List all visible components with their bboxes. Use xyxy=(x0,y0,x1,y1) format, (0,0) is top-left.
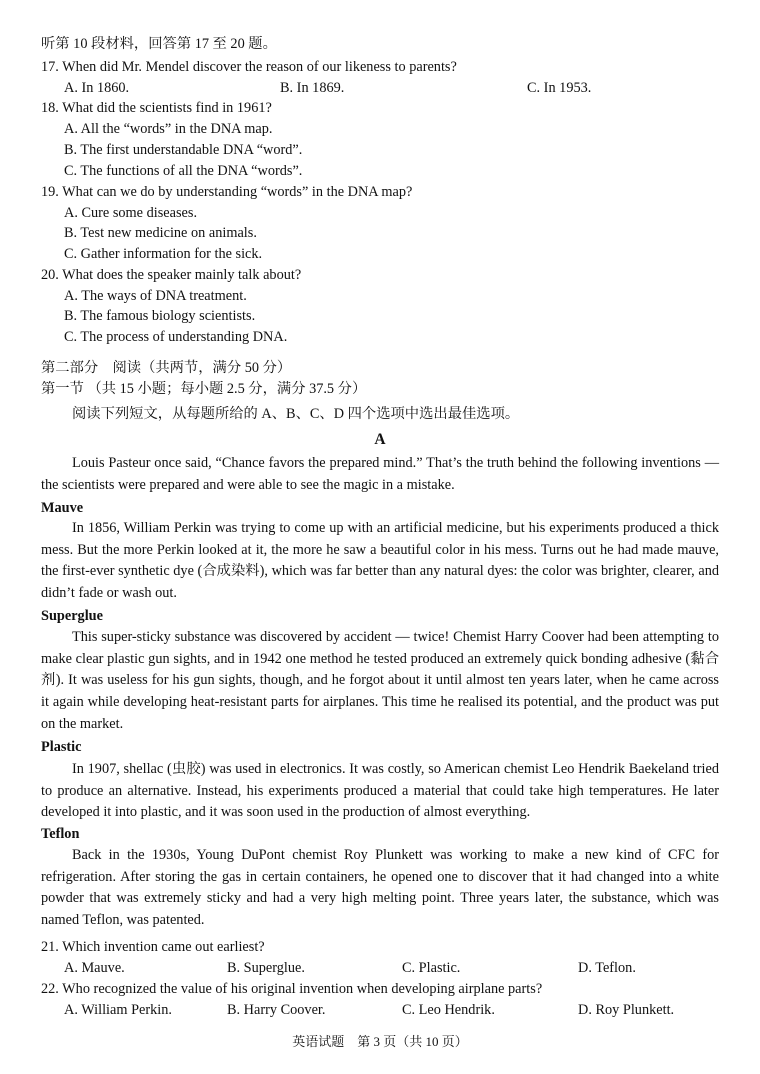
question-22-option-c: C. Leo Hendrik. xyxy=(402,1002,495,1018)
section-text-superglue: This super-sticky substance was discovered by accident — twice! Chemist Harry Coover had been attempting to make clear plastic gun sights, and in 1942 one method he tested produced an extremely quick bonding adhesive (黏合剂). It was useless for his gun sights, though, and he forgot about it until almost ten years later, when he came across it again while developing heat-resistant parts for airplanes. This time he realised its potential, and the product was put on the market. xyxy=(41,629,719,732)
question-22-option-d: D. Roy Plunkett. xyxy=(578,1002,675,1018)
question-19-option-a: A. Cure some diseases. xyxy=(64,205,198,221)
question-20-option-c: C. The process of understanding DNA. xyxy=(64,329,288,345)
question-17-option-a: A. In 1860. xyxy=(64,80,130,96)
question-21-option-d: D. Teflon. xyxy=(578,960,636,976)
question-20-stem: 20. What does the speaker mainly talk about? xyxy=(41,267,302,283)
listening-instruction: 听第 10 段材料，回答第 17 至 20 题。 xyxy=(41,36,277,52)
passage-intro: Louis Pasteur once said, “Chance favors the prepared mind.” That’s the truth behind the following inventions — the scientists were prepared and were able to see the magic in a mistake. xyxy=(41,455,719,493)
question-22-stem: 22. Who recognized the value of his original invention when developing airplane parts? xyxy=(41,981,543,997)
question-17-option-c: C. In 1953. xyxy=(527,80,592,96)
question-19-option-b: B. Test new medicine on animals. xyxy=(64,225,257,241)
passage-label: A xyxy=(374,431,386,448)
section-text-mauve: In 1856, William Perkin was trying to come up with an artificial medicine, but his experiments produced a thick mess. But the more Perkin looked at it, the more he saw a beautiful color in his mess. Turns out he had made mauve, the first-ever synthetic dye (合成染料), which was far better than any natural dyes: the color was brighter, clearer, and didn’t fade or wash out. xyxy=(41,520,719,602)
section-heading-plastic: Plastic xyxy=(41,739,82,755)
section-heading-superglue: Superglue xyxy=(41,608,103,624)
reading-section-title: 第一节 （共 15 小题；每小题 2.5 分，满分 37.5 分） xyxy=(41,381,367,397)
question-22-option-a: A. William Perkin. xyxy=(64,1002,172,1018)
question-18-option-a: A. All the “words” in the DNA map. xyxy=(64,121,273,137)
question-17-stem: 17. When did Mr. Mendel discover the reason of our likeness to parents? xyxy=(41,59,457,75)
question-19-option-c: C. Gather information for the sick. xyxy=(64,246,263,262)
reading-part-title: 第二部分 阅读（共两节，满分 50 分） xyxy=(41,360,292,376)
question-21-stem: 21. Which invention came out earliest? xyxy=(41,939,265,955)
question-19-stem: 19. What can we do by understanding “words” in the DNA map? xyxy=(41,184,413,200)
question-18-option-c: C. The functions of all the DNA “words”. xyxy=(64,163,303,179)
page-footer: 英语试题 第 3 页（共 10 页） xyxy=(292,1034,468,1049)
question-21-option-a: A. Mauve. xyxy=(64,960,125,976)
question-20-option-a: A. The ways of DNA treatment. xyxy=(64,288,247,304)
question-20-option-b: B. The famous biology scientists. xyxy=(64,308,256,324)
question-21-option-b: B. Superglue. xyxy=(227,960,305,976)
question-18-stem: 18. What did the scientists find in 1961? xyxy=(41,100,272,116)
section-heading-teflon: Teflon xyxy=(41,826,80,842)
section-heading-mauve: Mauve xyxy=(41,500,84,516)
question-18-option-b: B. The first understandable DNA “word”. xyxy=(64,142,303,158)
question-22-option-b: B. Harry Coover. xyxy=(227,1002,326,1018)
question-21-option-c: C. Plastic. xyxy=(402,960,461,976)
question-17-option-b: B. In 1869. xyxy=(280,80,345,96)
section-text-plastic: In 1907, shellac (虫胶) was used in electronics. It was costly, so American chemist Leo Hendrik Baekeland tried to produce an alternative. Instead, his experiments produced a material that could take high temperatures. He later developed it into plastic, and it was soon used in the production of almost everything. xyxy=(41,761,719,821)
section-text-teflon: Back in the 1930s, Young DuPont chemist Roy Plunkett was working to make a new kind of CFC for refrigeration. After storing the gas in certain containers, he opened one to discover that it had changed into a white powder that was extremely sticky and had a very high melting point. Three years later, the substance, which was named Teflon, was patented. xyxy=(41,847,719,929)
reading-instruction: 阅读下列短文，从每题所给的 A、B、C、D 四个选项中选出最佳选项。 xyxy=(72,406,520,422)
